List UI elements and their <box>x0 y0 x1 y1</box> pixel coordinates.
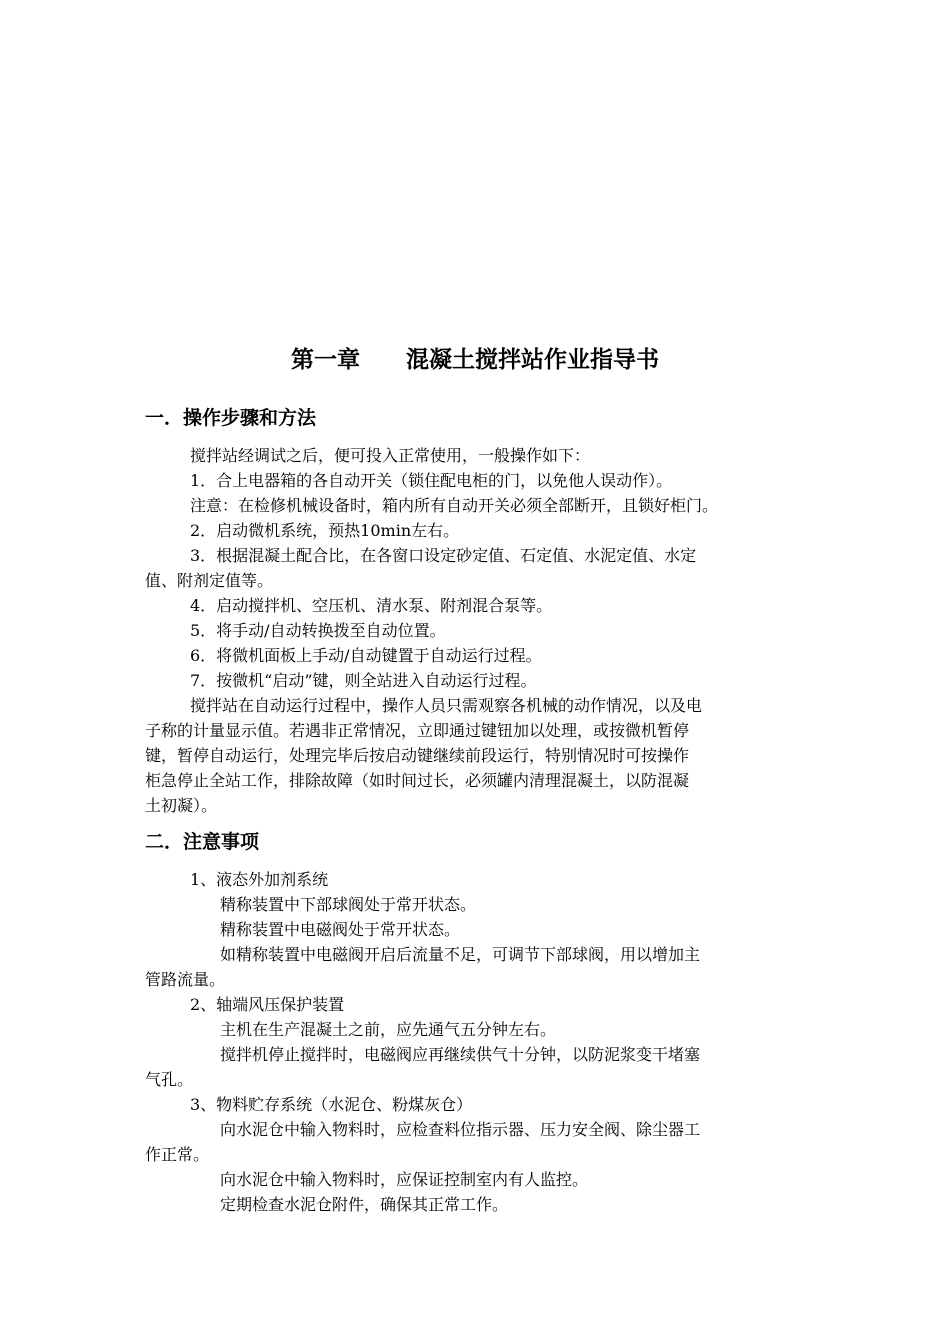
paragraph-line: 柜急停止全站工作，排除故障（如时间过长，必须罐内清理混凝土，以防混凝 <box>145 771 690 790</box>
paragraph-line: 搅拌站经调试之后，便可投入正常使用，一般操作如下： <box>190 446 591 465</box>
section-body-precautions <box>145 867 815 1217</box>
paragraph-line: 管路流量。 <box>145 970 226 989</box>
paragraph-line: 精称装置中下部球阀处于常开状态。 <box>220 895 477 914</box>
paragraph-line: 子称的计量显示值。若遇非正常情况，立即通过键钮加以处理，或按微机暂停 <box>145 721 690 740</box>
paragraph-line: 1．合上电器箱的各自动开关（锁住配电柜的门，以免他人误动作）。 <box>190 471 673 490</box>
paragraph-line: 键，暂停自动运行，处理完毕后按启动键继续前段运行，特别情况时可按操作 <box>145 746 690 765</box>
paragraph-line: 5．将手动/自动转换拨至自动位置。 <box>190 621 446 640</box>
section-heading-operation: 一．操作步骤和方法 <box>145 407 317 429</box>
paragraph-line: 注意：在检修机械设备时，箱内所有自动开关必须全部断开，且锁好柜门。 <box>190 496 719 515</box>
paragraph-line: 气孔。 <box>145 1070 194 1089</box>
chapter-title: 第一章 混凝土搅拌站作业指导书 <box>291 347 659 373</box>
paragraph-line: 如精称装置中电磁阀开启后流量不足，可调节下部球阀，用以增加主 <box>220 945 701 964</box>
section-body-operation <box>145 443 815 818</box>
paragraph-line: 7．按微机“启动”键，则全站进入自动运行过程。 <box>190 671 537 690</box>
paragraph-line: 作正常。 <box>145 1145 210 1164</box>
paragraph-line: 精称装置中电磁阀处于常开状态。 <box>220 920 461 939</box>
subsection-title: 2、轴端风压保护装置 <box>190 995 345 1014</box>
paragraph-line: 向水泥仓中输入物料时，应检查料位指示器、压力安全阀、除尘器工 <box>220 1120 701 1139</box>
subsection-title: 3、物料贮存系统（水泥仓、粉煤灰仓） <box>190 1095 473 1114</box>
paragraph-line: 值、附剂定值等。 <box>145 571 274 590</box>
paragraph-line: 向水泥仓中输入物料时，应保证控制室内有人监控。 <box>220 1170 589 1189</box>
paragraph-line: 6．将微机面板上手动/自动键置于自动运行过程。 <box>190 646 542 665</box>
paragraph-line: 定期检查水泥仓附件，确保其正常工作。 <box>220 1195 509 1214</box>
paragraph-line: 2．启动微机系统，预热10min左右。 <box>190 521 460 540</box>
paragraph-line: 搅拌机停止搅拌时，电磁阀应再继续供气十分钟，以防泥浆变干堵塞 <box>220 1045 701 1064</box>
section-heading-precautions: 二．注意事项 <box>145 831 260 853</box>
paragraph-line: 3．根据混凝土配合比，在各窗口设定砂定值、石定值、水泥定值、水定 <box>190 546 697 565</box>
subsection-title: 1、液态外加剂系统 <box>190 870 329 889</box>
paragraph-line: 搅拌站在自动运行过程中，操作人员只需观察各机械的动作情况，以及电 <box>190 696 703 715</box>
paragraph-line: 4．启动搅拌机、空压机、清水泵、附剂混合泵等。 <box>190 596 553 615</box>
paragraph-line: 土初凝）。 <box>145 796 218 815</box>
paragraph-line: 主机在生产混凝土之前，应先通气五分钟左右。 <box>220 1020 557 1039</box>
